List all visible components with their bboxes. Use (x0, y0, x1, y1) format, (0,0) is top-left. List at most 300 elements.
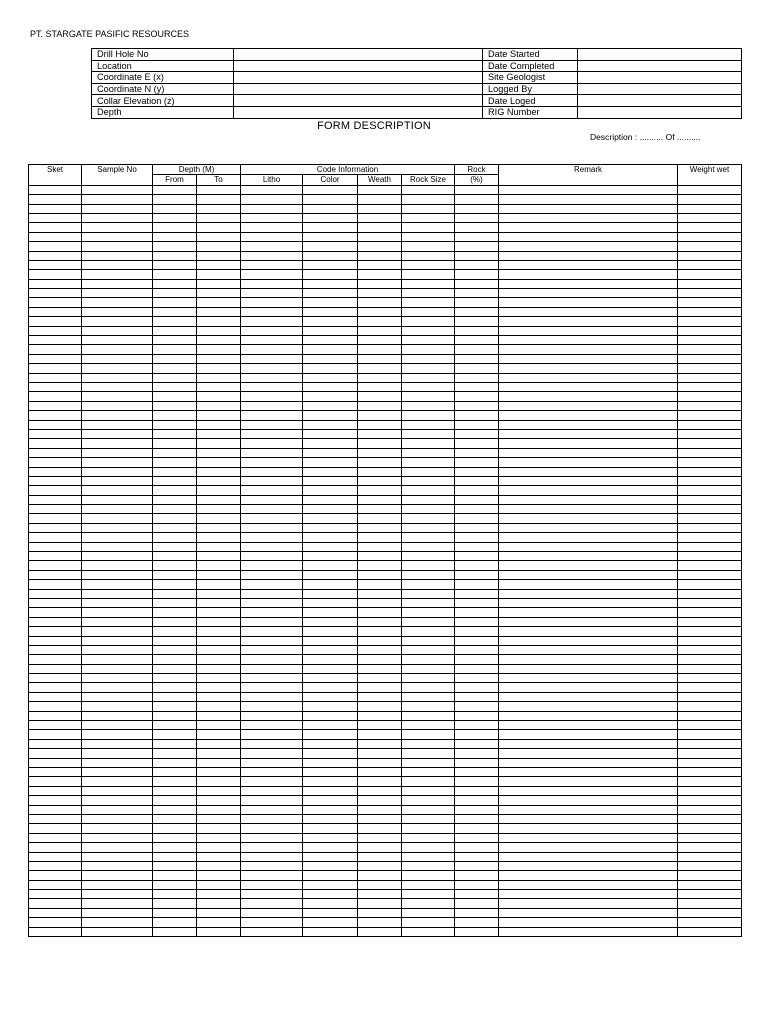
log-cell[interactable] (455, 899, 499, 908)
log-cell[interactable] (153, 514, 197, 523)
log-cell[interactable] (153, 382, 197, 391)
log-cell[interactable] (153, 908, 197, 917)
log-cell[interactable] (678, 213, 742, 222)
log-cell[interactable] (402, 570, 455, 579)
log-cell[interactable] (153, 495, 197, 504)
log-cell[interactable] (402, 213, 455, 222)
log-cell[interactable] (241, 871, 303, 880)
log-cell[interactable] (678, 552, 742, 561)
log-cell[interactable] (358, 674, 402, 683)
log-cell[interactable] (197, 336, 241, 345)
log-cell[interactable] (241, 448, 303, 457)
log-cell[interactable] (358, 843, 402, 852)
log-cell[interactable] (153, 467, 197, 476)
log-cell[interactable] (82, 392, 153, 401)
log-cell[interactable] (29, 486, 82, 495)
log-cell[interactable] (82, 768, 153, 777)
log-cell[interactable] (29, 814, 82, 823)
log-cell[interactable] (153, 664, 197, 673)
log-cell[interactable] (455, 833, 499, 842)
log-cell[interactable] (402, 185, 455, 194)
log-cell[interactable] (455, 692, 499, 701)
log-cell[interactable] (197, 317, 241, 326)
log-cell[interactable] (402, 251, 455, 260)
log-cell[interactable] (499, 476, 678, 485)
log-cell[interactable] (455, 486, 499, 495)
log-cell[interactable] (499, 336, 678, 345)
log-cell[interactable] (358, 289, 402, 298)
log-cell[interactable] (197, 880, 241, 889)
log-cell[interactable] (455, 495, 499, 504)
log-cell[interactable] (358, 814, 402, 823)
log-cell[interactable] (197, 730, 241, 739)
log-cell[interactable] (678, 411, 742, 420)
log-cell[interactable] (402, 692, 455, 701)
log-cell[interactable] (29, 542, 82, 551)
log-cell[interactable] (455, 448, 499, 457)
log-cell[interactable] (303, 270, 358, 279)
log-cell[interactable] (678, 655, 742, 664)
log-cell[interactable] (455, 598, 499, 607)
log-cell[interactable] (455, 354, 499, 363)
log-cell[interactable] (455, 298, 499, 307)
log-cell[interactable] (29, 580, 82, 589)
log-cell[interactable] (455, 777, 499, 786)
log-cell[interactable] (153, 561, 197, 570)
log-cell[interactable] (29, 711, 82, 720)
log-cell[interactable] (402, 223, 455, 232)
log-cell[interactable] (153, 204, 197, 213)
log-cell[interactable] (153, 232, 197, 241)
log-cell[interactable] (153, 796, 197, 805)
log-cell[interactable] (153, 448, 197, 457)
log-cell[interactable] (82, 326, 153, 335)
log-cell[interactable] (499, 786, 678, 795)
log-cell[interactable] (402, 768, 455, 777)
log-cell[interactable] (678, 880, 742, 889)
log-cell[interactable] (358, 739, 402, 748)
log-cell[interactable] (29, 223, 82, 232)
log-cell[interactable] (358, 476, 402, 485)
log-cell[interactable] (29, 317, 82, 326)
log-cell[interactable] (402, 429, 455, 438)
log-cell[interactable] (29, 589, 82, 598)
log-cell[interactable] (197, 204, 241, 213)
log-cell[interactable] (29, 608, 82, 617)
log-cell[interactable] (29, 458, 82, 467)
log-cell[interactable] (241, 185, 303, 194)
log-cell[interactable] (303, 242, 358, 251)
log-cell[interactable] (153, 420, 197, 429)
log-cell[interactable] (29, 598, 82, 607)
log-cell[interactable] (402, 580, 455, 589)
log-cell[interactable] (678, 786, 742, 795)
log-cell[interactable] (678, 364, 742, 373)
log-cell[interactable] (455, 213, 499, 222)
log-cell[interactable] (455, 589, 499, 598)
log-cell[interactable] (153, 627, 197, 636)
log-cell[interactable] (499, 739, 678, 748)
log-cell[interactable] (241, 655, 303, 664)
log-cell[interactable] (153, 814, 197, 823)
log-cell[interactable] (455, 401, 499, 410)
log-cell[interactable] (153, 580, 197, 589)
log-cell[interactable] (29, 505, 82, 514)
log-cell[interactable] (678, 861, 742, 870)
log-cell[interactable] (241, 843, 303, 852)
log-cell[interactable] (241, 617, 303, 626)
log-cell[interactable] (358, 448, 402, 457)
log-cell[interactable] (241, 777, 303, 786)
log-cell[interactable] (455, 655, 499, 664)
log-cell[interactable] (678, 260, 742, 269)
log-cell[interactable] (358, 899, 402, 908)
log-cell[interactable] (303, 495, 358, 504)
log-cell[interactable] (455, 260, 499, 269)
log-cell[interactable] (358, 505, 402, 514)
log-cell[interactable] (455, 514, 499, 523)
log-cell[interactable] (499, 645, 678, 654)
log-cell[interactable] (455, 467, 499, 476)
log-cell[interactable] (197, 852, 241, 861)
log-cell[interactable] (499, 758, 678, 767)
log-cell[interactable] (153, 373, 197, 382)
log-cell[interactable] (303, 589, 358, 598)
log-cell[interactable] (153, 458, 197, 467)
log-cell[interactable] (241, 899, 303, 908)
log-cell[interactable] (241, 852, 303, 861)
log-cell[interactable] (499, 749, 678, 758)
log-cell[interactable] (402, 392, 455, 401)
log-cell[interactable] (303, 758, 358, 767)
log-cell[interactable] (82, 927, 153, 936)
log-cell[interactable] (455, 552, 499, 561)
log-cell[interactable] (303, 683, 358, 692)
log-cell[interactable] (303, 354, 358, 363)
log-cell[interactable] (499, 260, 678, 269)
log-cell[interactable] (82, 664, 153, 673)
log-cell[interactable] (455, 561, 499, 570)
log-cell[interactable] (678, 739, 742, 748)
log-cell[interactable] (678, 401, 742, 410)
log-cell[interactable] (241, 364, 303, 373)
log-cell[interactable] (241, 927, 303, 936)
log-cell[interactable] (455, 645, 499, 654)
info-value-field[interactable] (578, 72, 742, 84)
log-cell[interactable] (499, 467, 678, 476)
log-cell[interactable] (499, 289, 678, 298)
log-cell[interactable] (455, 232, 499, 241)
log-cell[interactable] (82, 890, 153, 899)
log-cell[interactable] (499, 382, 678, 391)
log-cell[interactable] (678, 636, 742, 645)
log-cell[interactable] (29, 871, 82, 880)
log-cell[interactable] (402, 373, 455, 382)
log-cell[interactable] (153, 336, 197, 345)
log-cell[interactable] (303, 627, 358, 636)
log-cell[interactable] (678, 598, 742, 607)
log-cell[interactable] (241, 289, 303, 298)
log-cell[interactable] (455, 608, 499, 617)
log-cell[interactable] (499, 354, 678, 363)
log-cell[interactable] (197, 833, 241, 842)
log-cell[interactable] (82, 420, 153, 429)
log-cell[interactable] (455, 749, 499, 758)
log-cell[interactable] (402, 702, 455, 711)
log-cell[interactable] (29, 373, 82, 382)
info-value-field[interactable] (234, 106, 483, 118)
log-cell[interactable] (358, 880, 402, 889)
info-value-field[interactable] (578, 95, 742, 107)
log-cell[interactable] (455, 251, 499, 260)
log-cell[interactable] (455, 824, 499, 833)
log-cell[interactable] (455, 289, 499, 298)
log-cell[interactable] (358, 645, 402, 654)
log-cell[interactable] (303, 805, 358, 814)
log-cell[interactable] (82, 448, 153, 457)
log-cell[interactable] (303, 833, 358, 842)
log-cell[interactable] (241, 683, 303, 692)
log-cell[interactable] (303, 871, 358, 880)
log-cell[interactable] (197, 664, 241, 673)
log-cell[interactable] (241, 533, 303, 542)
log-cell[interactable] (402, 523, 455, 532)
log-cell[interactable] (678, 918, 742, 927)
log-cell[interactable] (402, 636, 455, 645)
log-cell[interactable] (197, 814, 241, 823)
log-cell[interactable] (358, 373, 402, 382)
log-cell[interactable] (241, 326, 303, 335)
log-cell[interactable] (197, 270, 241, 279)
log-cell[interactable] (197, 749, 241, 758)
log-cell[interactable] (303, 223, 358, 232)
log-cell[interactable] (402, 420, 455, 429)
log-cell[interactable] (197, 758, 241, 767)
log-cell[interactable] (402, 814, 455, 823)
log-cell[interactable] (402, 533, 455, 542)
log-cell[interactable] (82, 486, 153, 495)
log-cell[interactable] (455, 852, 499, 861)
log-cell[interactable] (499, 598, 678, 607)
log-cell[interactable] (153, 617, 197, 626)
info-value-field[interactable] (578, 49, 742, 61)
log-cell[interactable] (197, 392, 241, 401)
log-cell[interactable] (82, 345, 153, 354)
log-cell[interactable] (241, 645, 303, 654)
log-cell[interactable] (678, 542, 742, 551)
log-cell[interactable] (29, 204, 82, 213)
log-cell[interactable] (82, 908, 153, 917)
log-cell[interactable] (303, 927, 358, 936)
log-cell[interactable] (197, 467, 241, 476)
log-cell[interactable] (499, 899, 678, 908)
log-cell[interactable] (82, 458, 153, 467)
log-cell[interactable] (499, 796, 678, 805)
log-cell[interactable] (197, 552, 241, 561)
log-cell[interactable] (402, 908, 455, 917)
info-value-field[interactable] (578, 106, 742, 118)
log-cell[interactable] (678, 533, 742, 542)
log-cell[interactable] (455, 382, 499, 391)
log-cell[interactable] (153, 317, 197, 326)
log-cell[interactable] (303, 429, 358, 438)
log-cell[interactable] (241, 242, 303, 251)
log-cell[interactable] (82, 401, 153, 410)
log-cell[interactable] (29, 326, 82, 335)
log-cell[interactable] (499, 298, 678, 307)
log-cell[interactable] (29, 824, 82, 833)
log-cell[interactable] (82, 373, 153, 382)
log-cell[interactable] (241, 439, 303, 448)
log-cell[interactable] (197, 523, 241, 532)
log-cell[interactable] (197, 627, 241, 636)
log-cell[interactable] (402, 260, 455, 269)
log-cell[interactable] (678, 195, 742, 204)
log-cell[interactable] (82, 260, 153, 269)
log-cell[interactable] (455, 533, 499, 542)
log-cell[interactable] (402, 890, 455, 899)
log-cell[interactable] (303, 298, 358, 307)
log-cell[interactable] (241, 270, 303, 279)
log-cell[interactable] (197, 382, 241, 391)
log-cell[interactable] (402, 382, 455, 391)
log-cell[interactable] (241, 570, 303, 579)
log-cell[interactable] (402, 927, 455, 936)
log-cell[interactable] (303, 279, 358, 288)
log-cell[interactable] (153, 270, 197, 279)
log-cell[interactable] (197, 824, 241, 833)
log-cell[interactable] (358, 336, 402, 345)
log-cell[interactable] (455, 683, 499, 692)
log-cell[interactable] (499, 542, 678, 551)
log-cell[interactable] (402, 777, 455, 786)
log-cell[interactable] (241, 796, 303, 805)
log-cell[interactable] (455, 814, 499, 823)
log-cell[interactable] (402, 495, 455, 504)
log-cell[interactable] (499, 805, 678, 814)
log-cell[interactable] (499, 655, 678, 664)
log-cell[interactable] (499, 711, 678, 720)
log-cell[interactable] (82, 786, 153, 795)
log-cell[interactable] (303, 908, 358, 917)
log-cell[interactable] (678, 523, 742, 532)
log-cell[interactable] (29, 796, 82, 805)
log-cell[interactable] (303, 458, 358, 467)
log-cell[interactable] (455, 542, 499, 551)
log-cell[interactable] (455, 505, 499, 514)
log-cell[interactable] (153, 542, 197, 551)
log-cell[interactable] (241, 336, 303, 345)
log-cell[interactable] (358, 749, 402, 758)
log-cell[interactable] (29, 251, 82, 260)
log-cell[interactable] (402, 542, 455, 551)
log-cell[interactable] (29, 392, 82, 401)
log-cell[interactable] (303, 251, 358, 260)
log-cell[interactable] (303, 749, 358, 758)
log-cell[interactable] (197, 458, 241, 467)
log-cell[interactable] (82, 213, 153, 222)
log-cell[interactable] (303, 411, 358, 420)
log-cell[interactable] (153, 401, 197, 410)
log-cell[interactable] (678, 814, 742, 823)
log-cell[interactable] (29, 852, 82, 861)
log-cell[interactable] (241, 711, 303, 720)
log-cell[interactable] (358, 927, 402, 936)
log-cell[interactable] (499, 307, 678, 316)
log-cell[interactable] (153, 251, 197, 260)
log-cell[interactable] (402, 279, 455, 288)
log-cell[interactable] (678, 721, 742, 730)
log-cell[interactable] (402, 796, 455, 805)
log-cell[interactable] (82, 467, 153, 476)
log-cell[interactable] (153, 880, 197, 889)
log-cell[interactable] (499, 429, 678, 438)
log-cell[interactable] (153, 439, 197, 448)
log-cell[interactable] (153, 890, 197, 899)
info-value-field[interactable] (234, 60, 483, 72)
log-cell[interactable] (241, 420, 303, 429)
log-cell[interactable] (358, 307, 402, 316)
log-cell[interactable] (29, 476, 82, 485)
log-cell[interactable] (455, 730, 499, 739)
log-cell[interactable] (402, 683, 455, 692)
log-cell[interactable] (303, 364, 358, 373)
log-cell[interactable] (29, 861, 82, 870)
log-cell[interactable] (402, 242, 455, 251)
log-cell[interactable] (358, 721, 402, 730)
log-cell[interactable] (499, 204, 678, 213)
log-cell[interactable] (402, 345, 455, 354)
log-cell[interactable] (197, 298, 241, 307)
log-cell[interactable] (29, 683, 82, 692)
log-cell[interactable] (358, 786, 402, 795)
log-cell[interactable] (153, 505, 197, 514)
log-cell[interactable] (197, 242, 241, 251)
log-cell[interactable] (358, 204, 402, 213)
log-cell[interactable] (358, 354, 402, 363)
log-cell[interactable] (29, 260, 82, 269)
log-cell[interactable] (241, 373, 303, 382)
log-cell[interactable] (197, 796, 241, 805)
log-cell[interactable] (678, 382, 742, 391)
log-cell[interactable] (678, 251, 742, 260)
log-cell[interactable] (82, 580, 153, 589)
log-cell[interactable] (499, 589, 678, 598)
log-cell[interactable] (197, 561, 241, 570)
log-cell[interactable] (402, 448, 455, 457)
log-cell[interactable] (499, 721, 678, 730)
log-cell[interactable] (303, 768, 358, 777)
log-cell[interactable] (678, 645, 742, 654)
log-cell[interactable] (82, 552, 153, 561)
log-cell[interactable] (455, 758, 499, 767)
log-cell[interactable] (29, 411, 82, 420)
log-cell[interactable] (358, 317, 402, 326)
log-cell[interactable] (499, 768, 678, 777)
log-cell[interactable] (303, 542, 358, 551)
log-cell[interactable] (82, 749, 153, 758)
log-cell[interactable] (678, 749, 742, 758)
log-cell[interactable] (197, 890, 241, 899)
log-cell[interactable] (197, 476, 241, 485)
log-cell[interactable] (402, 833, 455, 842)
log-cell[interactable] (153, 354, 197, 363)
log-cell[interactable] (678, 627, 742, 636)
log-cell[interactable] (358, 655, 402, 664)
log-cell[interactable] (455, 523, 499, 532)
log-cell[interactable] (197, 899, 241, 908)
log-cell[interactable] (678, 580, 742, 589)
